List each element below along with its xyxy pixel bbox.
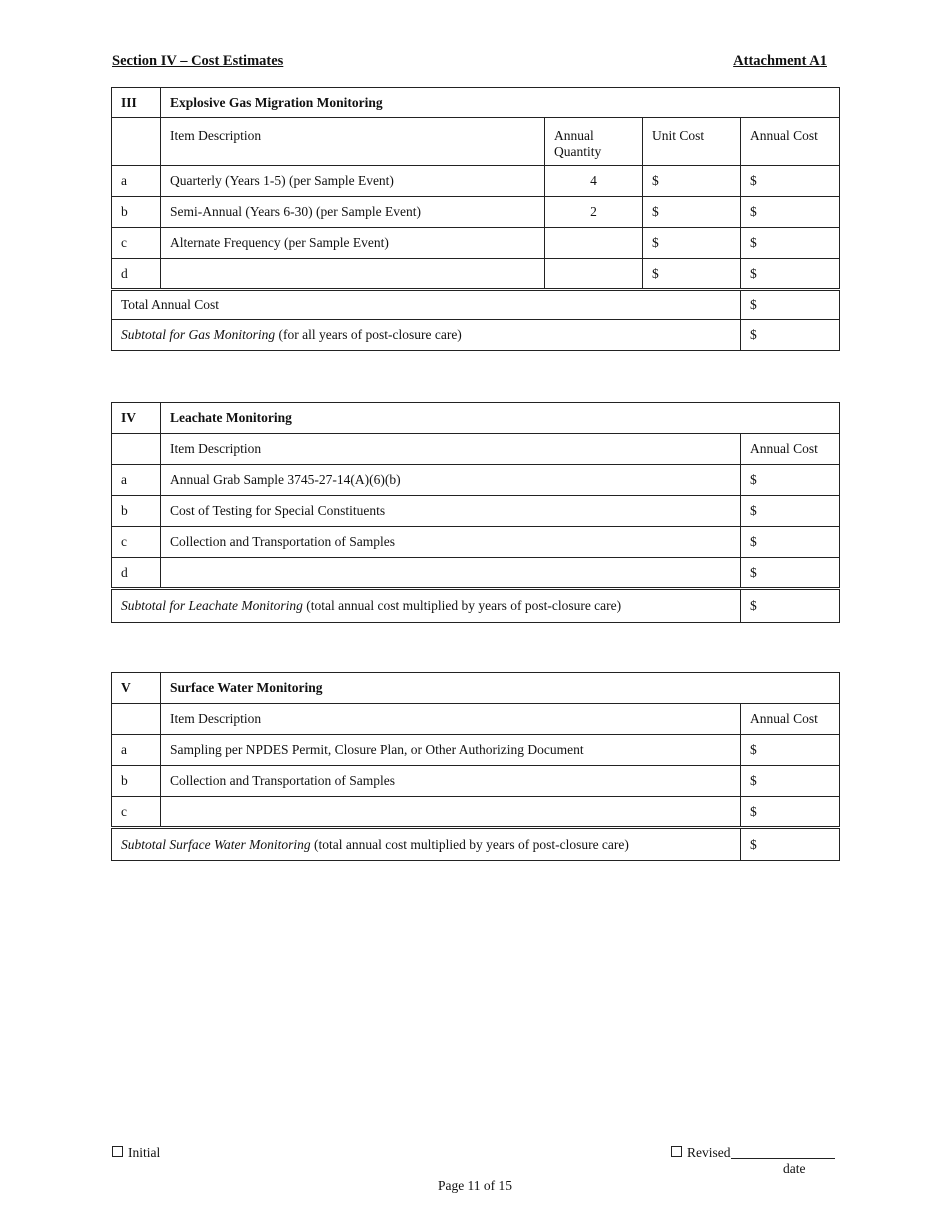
- total-row: [112, 290, 840, 320]
- row-letter: c: [112, 797, 161, 828]
- row-annual-cost[interactable]: $: [741, 735, 840, 766]
- table-title-row: [112, 403, 840, 434]
- row-unit-cost[interactable]: $: [643, 228, 741, 259]
- row-annual-cost[interactable]: $: [741, 465, 840, 496]
- col-annual-cost: Annual Cost: [741, 118, 840, 166]
- table-title: Leachate Monitoring: [161, 403, 840, 434]
- row-description[interactable]: [161, 259, 545, 290]
- row-letter: b: [112, 766, 161, 797]
- row-letter: c: [112, 228, 161, 259]
- row-annual-cost[interactable]: $: [741, 228, 840, 259]
- row-annual-cost[interactable]: $: [741, 766, 840, 797]
- row-annual-cost[interactable]: $: [741, 797, 840, 828]
- col-item-description: Item Description: [161, 704, 741, 735]
- row-description: Collection and Transportation of Samples: [161, 527, 741, 558]
- row-description: Quarterly (Years 1-5) (per Sample Event): [161, 166, 545, 197]
- subtotal-value[interactable]: $: [741, 828, 840, 861]
- subtotal-label: Subtotal Surface Water Monitoring (total annual cost multiplied by years of post-closure care): [112, 828, 741, 861]
- table-row: [112, 797, 840, 828]
- table-row: [112, 735, 840, 766]
- column-header-row: [112, 704, 840, 735]
- revised-date-field[interactable]: [731, 1147, 835, 1159]
- row-unit-cost[interactable]: $: [643, 259, 741, 290]
- row-description: Annual Grab Sample 3745-27-14(A)(6)(b): [161, 465, 741, 496]
- col-annual-cost: Annual Cost: [741, 434, 840, 465]
- row-unit-cost[interactable]: $: [643, 166, 741, 197]
- column-header-row: [112, 434, 840, 465]
- section-number: III: [112, 88, 161, 118]
- row-letter: d: [112, 558, 161, 589]
- table-row: [112, 197, 840, 228]
- gas-monitoring-table: [111, 87, 840, 351]
- revised-checkbox[interactable]: [671, 1146, 682, 1157]
- leachate-monitoring-table: [111, 402, 840, 623]
- row-annual-cost[interactable]: $: [741, 496, 840, 527]
- subtotal-label: Subtotal for Gas Monitoring (for all years of post-closure care): [112, 320, 741, 351]
- row-unit-cost[interactable]: $: [643, 197, 741, 228]
- row-annual-cost[interactable]: $: [741, 558, 840, 589]
- row-annual-cost[interactable]: $: [741, 166, 840, 197]
- row-description: Cost of Testing for Special Constituents: [161, 496, 741, 527]
- col-annual-quantity: Annual Quantity: [545, 118, 643, 166]
- table-row: [112, 496, 840, 527]
- section-title: Section IV – Cost Estimates: [112, 53, 284, 69]
- row-annual-cost[interactable]: $: [741, 259, 840, 290]
- table-row: [112, 527, 840, 558]
- row-letter: b: [112, 496, 161, 527]
- col-unit-cost: Unit Cost: [643, 118, 741, 166]
- subtotal-value[interactable]: $: [741, 589, 840, 623]
- table-row: [112, 465, 840, 496]
- row-quantity[interactable]: 4: [545, 166, 643, 197]
- page-number: Page 11 of 15: [437, 1178, 513, 1193]
- table-row: [112, 228, 840, 259]
- table-row: [112, 259, 840, 290]
- row-annual-cost[interactable]: $: [741, 527, 840, 558]
- subtotal-row: [112, 589, 840, 623]
- table-row: [112, 766, 840, 797]
- revised-checkbox-group[interactable]: [671, 1145, 835, 1161]
- subtotal-label: Subtotal for Leachate Monitoring (total annual cost multiplied by years of post-closure care): [112, 589, 741, 623]
- col-item-description: Item Description: [161, 118, 545, 166]
- total-annual-cost-value[interactable]: $: [741, 290, 840, 320]
- initial-checkbox[interactable]: [112, 1146, 123, 1157]
- col-annual-cost: Annual Cost: [741, 704, 840, 735]
- row-annual-cost[interactable]: $: [741, 197, 840, 228]
- row-letter: a: [112, 166, 161, 197]
- attachment-label: Attachment A1: [733, 53, 827, 69]
- table-row: [112, 558, 840, 589]
- table-title-row: [112, 88, 840, 118]
- row-letter: c: [112, 527, 161, 558]
- section-number: V: [112, 673, 161, 704]
- table-row: [112, 166, 840, 197]
- table-title: Explosive Gas Migration Monitoring: [161, 88, 840, 118]
- row-letter: b: [112, 197, 161, 228]
- row-letter: a: [112, 735, 161, 766]
- subtotal-value[interactable]: $: [741, 320, 840, 351]
- row-description: Alternate Frequency (per Sample Event): [161, 228, 545, 259]
- row-description: Collection and Transportation of Samples: [161, 766, 741, 797]
- row-quantity[interactable]: [545, 259, 643, 290]
- row-description: Semi-Annual (Years 6-30) (per Sample Event): [161, 197, 545, 228]
- row-description: Sampling per NPDES Permit, Closure Plan, or Other Authorizing Document: [161, 735, 741, 766]
- total-annual-cost-label: Total Annual Cost: [112, 290, 741, 320]
- row-letter: d: [112, 259, 161, 290]
- col-item-description: Item Description: [161, 434, 741, 465]
- section-number: IV: [112, 403, 161, 434]
- revised-label: Revised: [687, 1145, 731, 1160]
- date-caption: date: [783, 1161, 806, 1176]
- row-description[interactable]: [161, 797, 741, 828]
- initial-label: Initial: [128, 1145, 161, 1160]
- row-letter: a: [112, 465, 161, 496]
- row-description[interactable]: [161, 558, 741, 589]
- row-quantity[interactable]: [545, 228, 643, 259]
- table-title: Surface Water Monitoring: [161, 673, 840, 704]
- initial-checkbox-group[interactable]: [112, 1145, 160, 1161]
- row-quantity[interactable]: 2: [545, 197, 643, 228]
- surface-water-monitoring-table: [111, 672, 840, 861]
- column-header-row: [112, 118, 840, 166]
- subtotal-row: [112, 828, 840, 861]
- subtotal-row: [112, 320, 840, 351]
- table-title-row: [112, 673, 840, 704]
